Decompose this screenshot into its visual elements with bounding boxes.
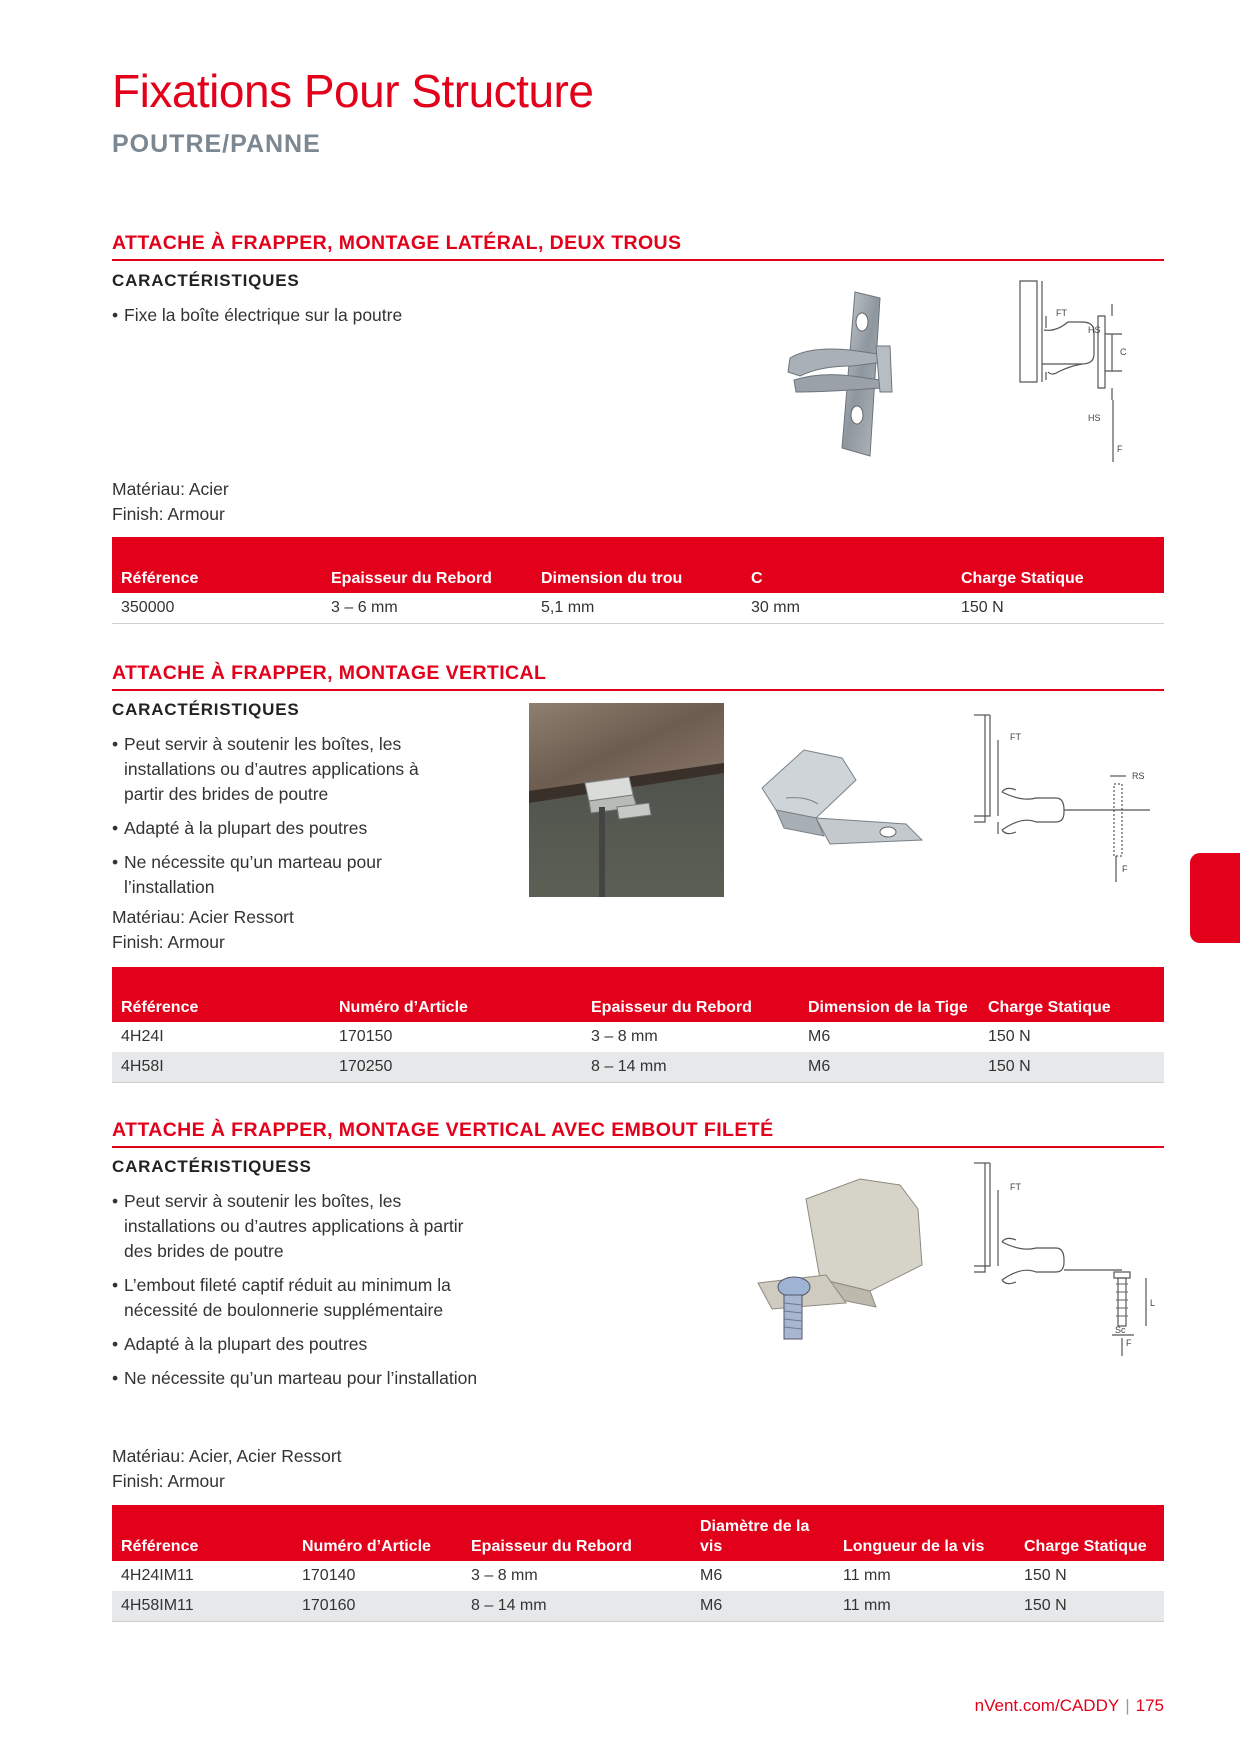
table-row xyxy=(112,1561,1164,1591)
chapter-tab xyxy=(1190,853,1240,943)
table-cell: 30 mm xyxy=(742,593,952,624)
diagram-1-label-ft: FT xyxy=(1056,308,1067,318)
table-row xyxy=(112,1022,1164,1052)
diagram-1-label-f: F xyxy=(1117,444,1123,454)
table-cell: 8 – 14 mm xyxy=(582,1052,799,1083)
footer-site-link[interactable]: nVent.com/CADDY xyxy=(974,1696,1120,1715)
table-cell: 3 – 8 mm xyxy=(591,1028,658,1045)
table-header: Charge Statique xyxy=(952,537,1164,593)
section-3-features-heading: CARACTÉRISTIQUESS xyxy=(112,1157,312,1176)
bullet: • Peut servir à soutenir les boîtes, les installations ou d’autres applications à partir des brides de poutre xyxy=(112,732,452,807)
table-cell: M6 xyxy=(799,1052,979,1083)
table-header: Numéro d’Article xyxy=(293,1505,462,1561)
table-header: Référence xyxy=(112,1505,293,1561)
page-title: Fixations Pour Structure xyxy=(112,65,594,117)
page-number: 175 xyxy=(1135,1696,1164,1715)
table-cell: 5,1 mm xyxy=(532,593,742,624)
product-image-side-mount-clip xyxy=(780,288,930,458)
installation-photo xyxy=(529,703,724,897)
page-footer xyxy=(975,1696,1164,1716)
table-cell: M6 xyxy=(700,1567,723,1584)
table-header: Diamètre de la vis xyxy=(691,1505,834,1561)
table-cell: 350000 xyxy=(112,593,322,624)
table-header: Référence xyxy=(112,537,322,593)
section-2-title: ATTACHE À FRAPPER, MONTAGE VERTICAL xyxy=(112,662,547,684)
diagram-3-label-f: F xyxy=(1126,1338,1132,1348)
table-cell: 4H24IM11 xyxy=(121,1567,194,1584)
diagram-1-label-c: C xyxy=(1120,347,1127,357)
product-image-threaded-clip xyxy=(750,1175,940,1345)
section-3-material: Matériau: Acier, Acier Ressort xyxy=(112,1446,342,1466)
table-cell: 170250 xyxy=(330,1052,582,1083)
table-header: Référence xyxy=(112,967,330,1022)
table-row xyxy=(112,1052,1164,1083)
table-cell: M6 xyxy=(691,1591,834,1622)
table-cell: M6 xyxy=(808,1028,831,1045)
bullet: • Adapté à la plupart des poutres xyxy=(112,816,452,841)
table-header: Epaisseur du Rebord xyxy=(322,537,532,593)
table-row xyxy=(112,593,1164,624)
bullet: • Adapté à la plupart des poutres xyxy=(112,1332,492,1357)
table-cell: 3 – 8 mm xyxy=(471,1567,538,1584)
section-2-features-heading: CARACTÉRISTIQUES xyxy=(112,700,300,719)
table-header: Charge Statique xyxy=(1015,1505,1164,1561)
section-1-bullets xyxy=(112,303,492,337)
table-cell: 150 N xyxy=(988,1028,1031,1045)
bullet: • Ne nécessite qu’un marteau pour l’installation xyxy=(112,1366,492,1391)
table-header: C xyxy=(742,537,952,593)
diagram-2-label-f: F xyxy=(1122,864,1128,874)
section-1-features-heading: CARACTÉRISTIQUES xyxy=(112,271,300,290)
table-cell: 11 mm xyxy=(843,1567,891,1584)
section-2-rule xyxy=(112,689,1164,691)
diagram-2-label-ft: FT xyxy=(1010,732,1021,742)
table-cell: 4H58I xyxy=(112,1052,330,1083)
bullet: • Peut servir à soutenir les boîtes, les installations ou d’autres applications à partir des brides de poutre xyxy=(112,1189,492,1264)
dimension-diagram-3 xyxy=(972,1160,1162,1360)
product-image-vertical-clip xyxy=(756,740,926,860)
diagram-2-label-rs: RS xyxy=(1132,771,1145,781)
dimension-diagram-2 xyxy=(972,712,1162,892)
bullet: • Fixe la boîte électrique sur la poutre xyxy=(112,303,492,328)
table-row xyxy=(112,1591,1164,1622)
table-cell: 3 – 6 mm xyxy=(322,593,532,624)
section-2-spec-table xyxy=(112,967,1164,1083)
table-cell: 8 – 14 mm xyxy=(462,1591,691,1622)
table-cell: 150 N xyxy=(952,593,1164,624)
table-header: Numéro d’Article xyxy=(330,967,582,1022)
section-2-finish: Finish: Armour xyxy=(112,932,225,952)
table-cell: 150 N xyxy=(1024,1567,1067,1584)
table-cell: 150 N xyxy=(1015,1591,1164,1622)
table-cell: 170140 xyxy=(302,1567,356,1584)
section-2-material: Matériau: Acier Ressort xyxy=(112,907,294,927)
bullet: • L’embout fileté captif réduit au minimum la nécessité de boulonnerie supplémentaire xyxy=(112,1273,492,1323)
section-1-title: ATTACHE À FRAPPER, MONTAGE LATÉRAL, DEUX TROUS xyxy=(112,232,682,254)
diagram-1-label-hs-top: HS xyxy=(1088,325,1101,335)
table-cell: 170160 xyxy=(293,1591,462,1622)
dimension-diagram-1 xyxy=(1012,276,1162,466)
table-cell: 11 mm xyxy=(834,1591,1015,1622)
table-cell: 4H24I xyxy=(121,1028,164,1045)
table-cell: 4H58IM11 xyxy=(112,1591,293,1622)
section-3-rule xyxy=(112,1146,1164,1148)
table-header: Epaisseur du Rebord xyxy=(582,967,799,1022)
section-2-bullets xyxy=(112,732,452,909)
page-subtitle: POUTRE/PANNE xyxy=(112,130,321,158)
table-header: Dimension de la Tige xyxy=(799,967,979,1022)
diagram-3-label-l: L xyxy=(1150,1298,1156,1308)
diagram-3-label-ft: FT xyxy=(1010,1182,1021,1192)
table-cell: 170150 xyxy=(339,1028,393,1045)
section-1-finish: Finish: Armour xyxy=(112,504,225,524)
section-3-finish: Finish: Armour xyxy=(112,1471,225,1491)
table-header: Epaisseur du Rebord xyxy=(462,1505,691,1561)
footer-separator: | xyxy=(1125,1696,1130,1715)
table-header: Dimension du trou xyxy=(532,537,742,593)
section-3-spec-table xyxy=(112,1505,1164,1622)
section-1-spec-table xyxy=(112,537,1164,624)
section-1-rule xyxy=(112,259,1164,261)
table-header: Charge Statique xyxy=(979,967,1164,1022)
section-3-title: ATTACHE À FRAPPER, MONTAGE VERTICAL AVEC EMBOUT FILETÉ xyxy=(112,1119,774,1141)
diagram-3-label-sc: Sc xyxy=(1115,1325,1126,1335)
bullet: • Ne nécessite qu’un marteau pour l’installation xyxy=(112,850,452,900)
diagram-1-label-hs-bottom: HS xyxy=(1088,413,1101,423)
section-1-material: Matériau: Acier xyxy=(112,479,229,499)
section-3-bullets xyxy=(112,1189,492,1400)
table-cell: 150 N xyxy=(979,1052,1164,1083)
table-header: Longueur de la vis xyxy=(834,1505,1015,1561)
